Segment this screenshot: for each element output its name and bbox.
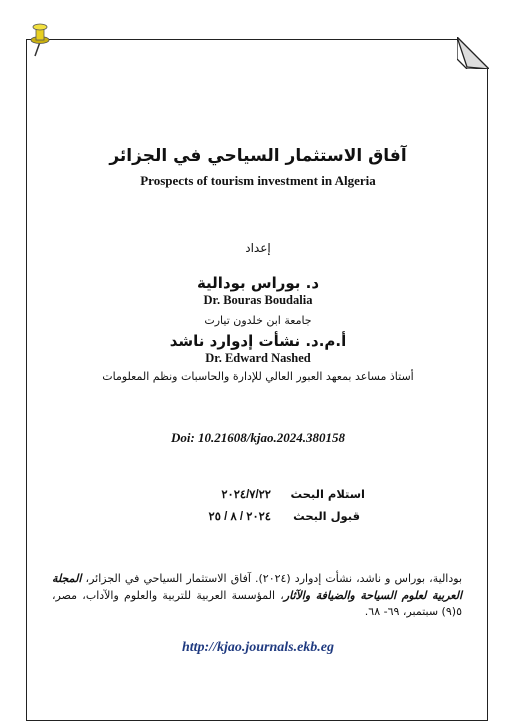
- page-corner-fold-icon: [457, 37, 489, 69]
- title-english: Prospects of tourism investment in Algeria: [140, 173, 376, 188]
- author1-name-english: Dr. Bouras Boudalia: [203, 293, 313, 307]
- author1-name-arabic: د. بوراس بودالية: [196, 274, 320, 292]
- accepted-date: ٢٠٢٤ / ٨ / ٢٥: [208, 511, 271, 523]
- author2-affiliation: أستاذ مساعد بمعهد العبور العالي للإدارة والحاسبات ونظم المعلومات: [102, 370, 414, 383]
- author2-name-english: Dr. Edward Nashed: [205, 351, 311, 365]
- author1-affiliation: جامعة ابن خلدون تيارت: [204, 314, 312, 327]
- received-label: استلام البحث: [290, 487, 365, 501]
- doi: Doi: 10.21608/kjao.2024.380158: [170, 430, 346, 445]
- journal-url-link[interactable]: http://kjao.journals.ekb.eg: [181, 640, 335, 655]
- accepted-label: قبول البحث: [293, 509, 360, 523]
- author2-name-arabic: أ.م.د. نشأت إدوارد ناشد: [169, 332, 347, 350]
- citation-part2: ، المؤسسة العربية للتربية والعلوم والآداب، مصر، ٥(٩) سبتمبر، ٦٩- ٦٨.: [52, 588, 462, 618]
- title-arabic: آفاق الاستثمار السياحي في الجزائر: [109, 146, 407, 166]
- citation: [52, 571, 462, 621]
- prepared-by-label: إعداد: [245, 241, 271, 255]
- pushpin-icon: [28, 22, 52, 58]
- citation-journal: المجلة العربية لعلوم السياحة والضيافة والآثار: [52, 572, 463, 602]
- citation-part1: بودالية، بوراس و ناشد، نشأت إدوارد (٢٠٢٤). آفاق الاستثمار السياحي في الجزائر،: [81, 572, 463, 585]
- received-date: ٢٠٢٤/٧/٢٢: [221, 489, 271, 501]
